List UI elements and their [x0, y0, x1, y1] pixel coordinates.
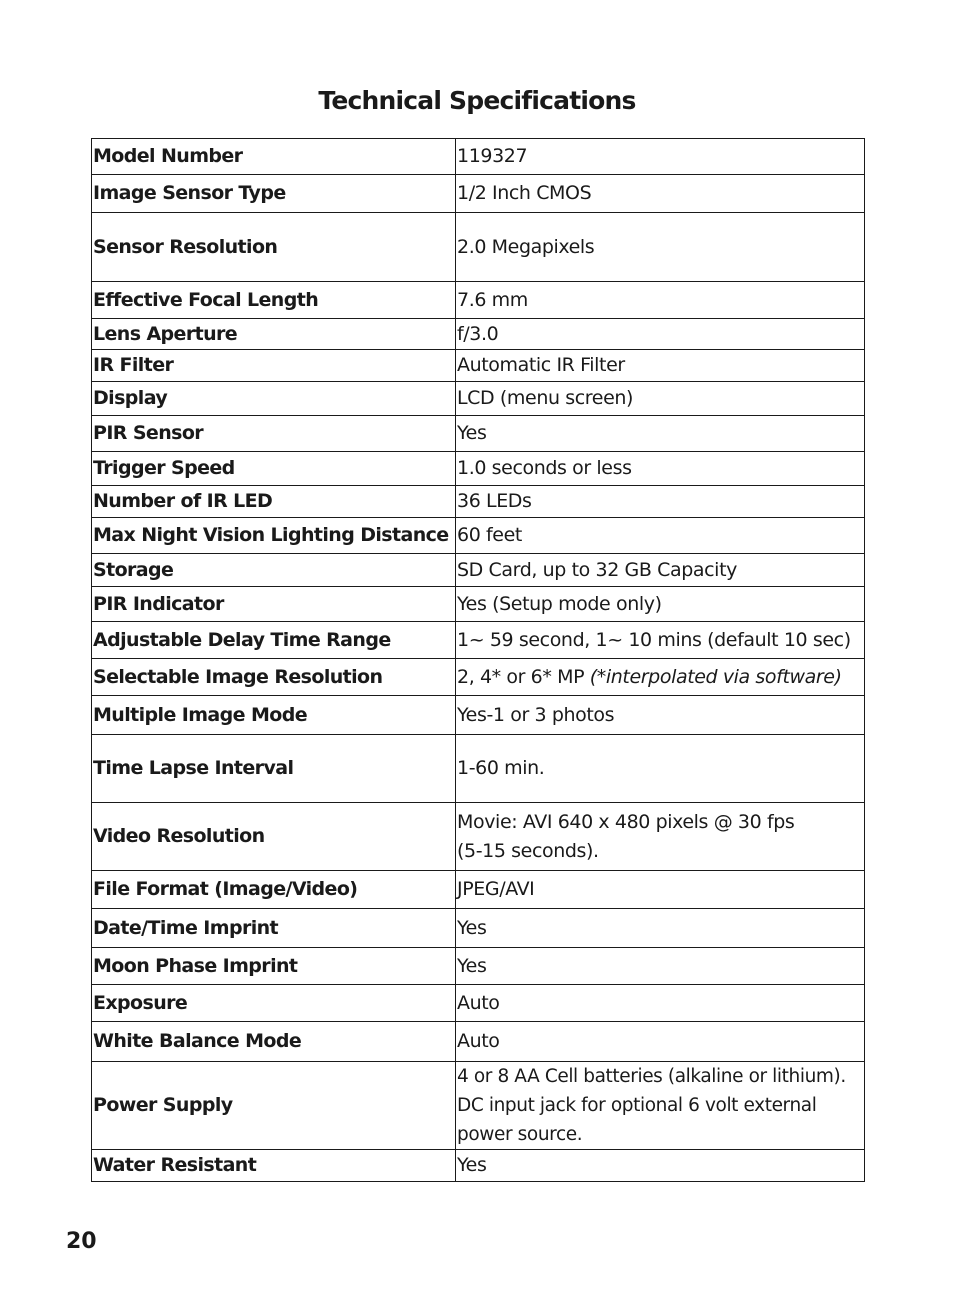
spec-value: 1/2 Inch CMOS: [456, 175, 865, 213]
spec-value: 119327: [456, 139, 865, 175]
table-row: [92, 1150, 865, 1182]
spec-value: Yes: [456, 909, 865, 948]
spec-value: Auto: [456, 1022, 865, 1062]
table-row: [92, 735, 865, 803]
spec-value: 36 LEDs: [456, 486, 865, 518]
table-row: [92, 416, 865, 452]
spec-label: Water Resistant: [92, 1150, 456, 1182]
specifications-table: [91, 138, 865, 1182]
spec-label: File Format (Image/Video): [92, 871, 456, 909]
spec-value: [456, 803, 865, 871]
spec-value: JPEG/AVI: [456, 871, 865, 909]
table-row: [92, 1062, 865, 1150]
spec-value: SD Card, up to 32 GB Capacity: [456, 554, 865, 587]
spec-label: IR Filter: [92, 350, 456, 382]
spec-label: Exposure: [92, 985, 456, 1022]
spec-label: Moon Phase Imprint: [92, 948, 456, 985]
spec-value-line: Movie: AVI 640 x 480 pixels @ 30 fps: [457, 810, 795, 833]
spec-label: Image Sensor Type: [92, 175, 456, 213]
table-row: [92, 213, 865, 282]
spec-label: Number of IR LED: [92, 486, 456, 518]
spec-label: White Balance Mode: [92, 1022, 456, 1062]
spec-label: Lens Aperture: [92, 319, 456, 350]
spec-value: 2.0 Megapixels: [456, 213, 865, 282]
spec-value: 60 feet: [456, 518, 865, 554]
table-row: [92, 486, 865, 518]
spec-value-text: 2, 4* or 6* MP: [457, 665, 585, 688]
spec-label: Max Night Vision Lighting Distance: [92, 518, 456, 554]
spec-label: Video Resolution: [92, 803, 456, 871]
spec-label: Effective Focal Length: [92, 282, 456, 319]
spec-label: Storage: [92, 554, 456, 587]
table-row: [92, 659, 865, 696]
table-row: [92, 985, 865, 1022]
table-row: [92, 696, 865, 735]
table-row: [92, 622, 865, 659]
spec-label: Time Lapse Interval: [92, 735, 456, 803]
table-row: [92, 909, 865, 948]
spec-label: PIR Indicator: [92, 587, 456, 622]
spec-value: [456, 659, 865, 696]
table-row: [92, 871, 865, 909]
table-row: [92, 1022, 865, 1062]
table-row: [92, 452, 865, 486]
spec-value: Yes: [456, 948, 865, 985]
spec-value: Yes: [456, 1150, 865, 1182]
table-row: [92, 554, 865, 587]
spec-value: Yes-1 or 3 photos: [456, 696, 865, 735]
spec-value: 7.6 mm: [456, 282, 865, 319]
spec-label: Sensor Resolution: [92, 213, 456, 282]
table-row: [92, 319, 865, 350]
spec-value: 1-60 min.: [456, 735, 865, 803]
spec-value: Yes: [456, 416, 865, 452]
table-row: [92, 587, 865, 622]
spec-value-line: DC input jack for optional 6 volt external: [457, 1095, 817, 1116]
table-row: [92, 350, 865, 382]
table-row: [92, 518, 865, 554]
spec-label: Date/Time Imprint: [92, 909, 456, 948]
spec-label: Model Number: [92, 139, 456, 175]
spec-label: Adjustable Delay Time Range: [92, 622, 456, 659]
spec-value: f/3.0: [456, 319, 865, 350]
spec-value: 1~ 59 second, 1~ 10 mins (default 10 sec): [456, 622, 865, 659]
spec-label: Multiple Image Mode: [92, 696, 456, 735]
spec-value: Yes (Setup mode only): [456, 587, 865, 622]
page-number: 20: [66, 1229, 97, 1254]
table-row: [92, 948, 865, 985]
spec-value-line: 4 or 8 AA Cell batteries (alkaline or lithium).: [457, 1066, 846, 1087]
spec-label: Display: [92, 382, 456, 416]
page-title: Technical Specifications: [318, 86, 636, 115]
table-row: [92, 139, 865, 175]
spec-value: LCD (menu screen): [456, 382, 865, 416]
spec-label: Trigger Speed: [92, 452, 456, 486]
spec-label: Selectable Image Resolution: [92, 659, 456, 696]
spec-label: Power Supply: [92, 1062, 456, 1150]
spec-value-note: (*interpolated via software): [589, 665, 842, 688]
spec-value-line: power source.: [457, 1124, 583, 1145]
spec-value: Automatic IR Filter: [456, 350, 865, 382]
spec-value: [456, 1062, 865, 1150]
table-row: [92, 175, 865, 213]
table-row: [92, 382, 865, 416]
spec-value-line: (5-15 seconds).: [457, 839, 599, 862]
spec-value: 1.0 seconds or less: [456, 452, 865, 486]
table-row: [92, 803, 865, 871]
spec-label: PIR Sensor: [92, 416, 456, 452]
table-row: [92, 282, 865, 319]
spec-value: Auto: [456, 985, 865, 1022]
